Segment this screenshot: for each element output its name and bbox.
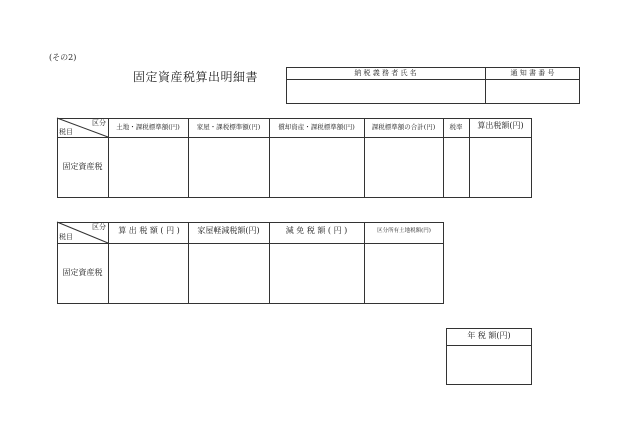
page-label: (その2): [49, 53, 77, 62]
table-2-header-exemption: 減 免 税 額 ( 円 ): [285, 226, 348, 235]
table-2-header-house-reduction: 家屋軽減税額(円): [197, 226, 260, 235]
table-1-header-total: 課税標準額の合計(円): [371, 123, 436, 131]
table-1-cell-total[interactable]: [365, 138, 443, 197]
table-1-corner-bottom: 税目: [59, 128, 73, 136]
notice-number-header: 通 知 書 番 号: [510, 69, 555, 77]
table-1-header-calculated: 算出税額(円): [477, 121, 524, 130]
table-2-row-label: 固定資産税: [62, 268, 103, 277]
table-1-header-house: 家屋・課税標準額(円): [196, 123, 261, 131]
table-2-header-calculated: 算 出 税 額 ( 円 ): [118, 226, 180, 235]
table-1-cell-depreciable[interactable]: [270, 138, 364, 197]
taxpayer-name-header: 納 税 義 務 者 氏 名: [354, 69, 417, 77]
table-1-corner-top: 区分: [92, 119, 106, 127]
table-1-header-land: 土地・課税標準額(円): [116, 123, 180, 131]
table-1-header-rate: 税率: [449, 123, 463, 131]
table-2-cell-calculated[interactable]: [109, 244, 188, 303]
annual-tax-field[interactable]: [448, 347, 530, 383]
table-1-cell-land[interactable]: [109, 138, 188, 197]
table-1-cell-house[interactable]: [189, 138, 269, 197]
annual-tax-header: 年 税 額(円): [467, 331, 511, 340]
page-title: 固定資産税算出明細書: [133, 70, 259, 84]
table-2-corner-bottom: 税目: [59, 233, 73, 241]
notice-number-field[interactable]: [487, 81, 578, 102]
table-1-cell-calculated[interactable]: [470, 138, 531, 197]
table-1-row-label: 固定資産税: [62, 162, 103, 171]
table-1-header-depreciable: 償却資産・課税標準額(円): [278, 123, 355, 131]
table-2-header-shared-land: 区分所有土地税額(円): [377, 228, 431, 234]
table-2-cell-shared-land[interactable]: [365, 244, 443, 303]
table-2-cell-house-reduction[interactable]: [189, 244, 269, 303]
taxpayer-name-field[interactable]: [288, 81, 483, 102]
table-2-cell-exemption[interactable]: [270, 244, 364, 303]
table-2-corner-top: 区分: [92, 223, 106, 231]
table-1-cell-rate[interactable]: [444, 138, 469, 197]
